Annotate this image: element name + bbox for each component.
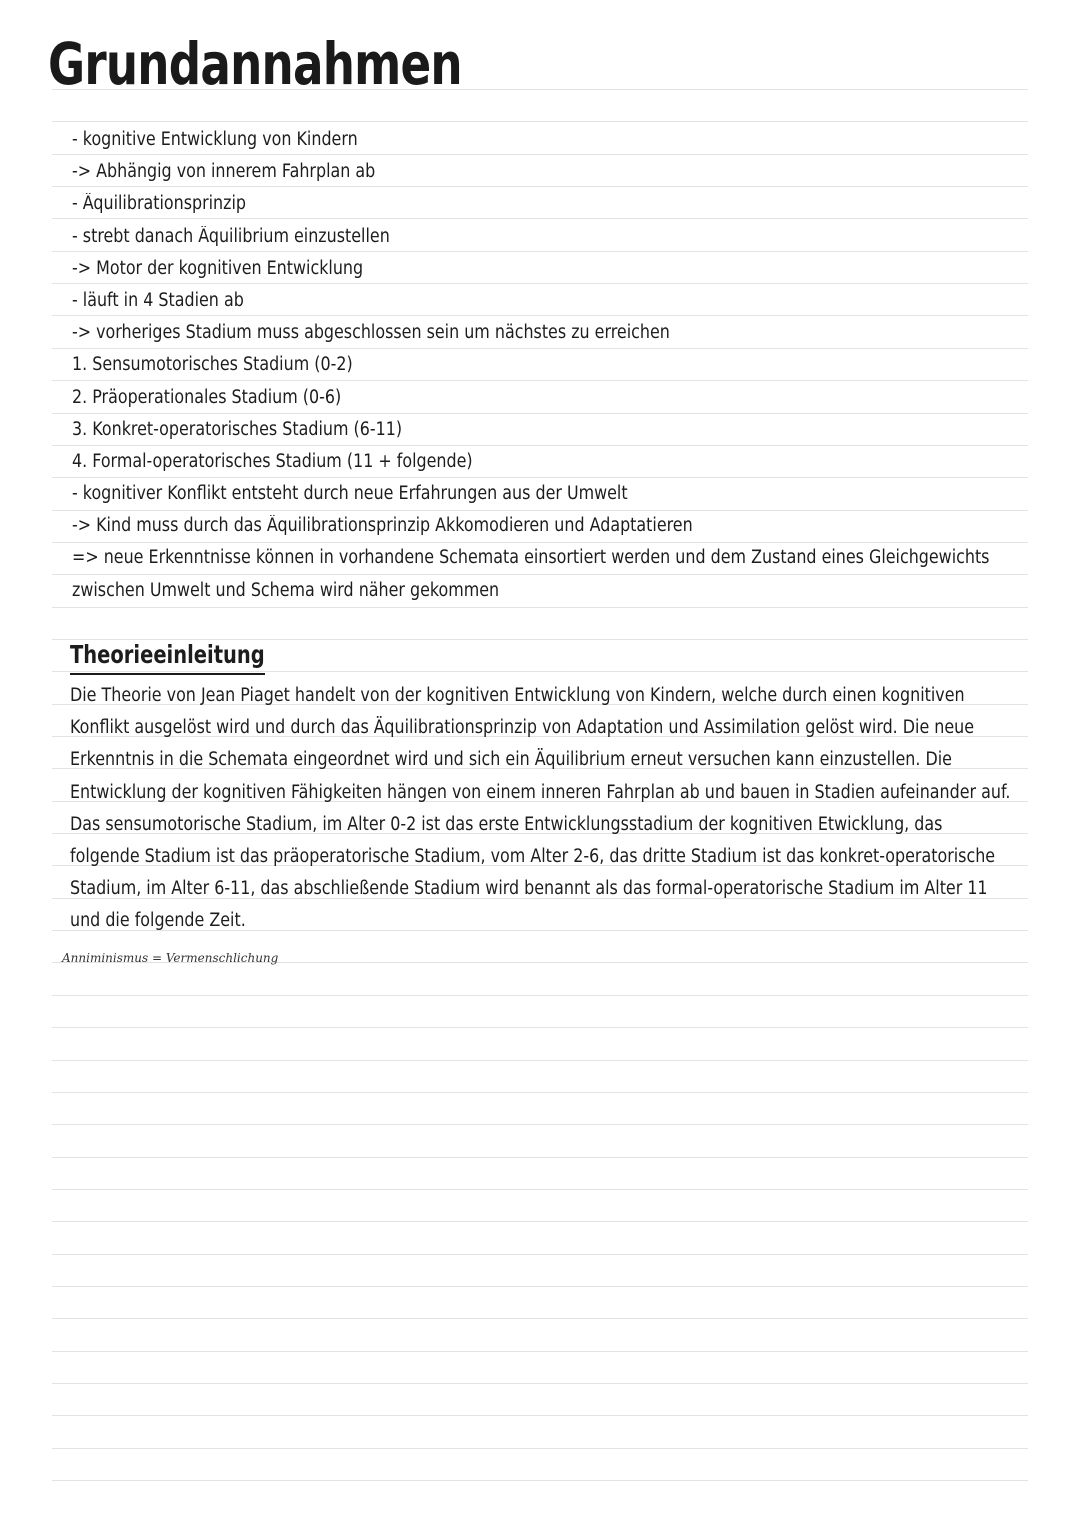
note-line: => neue Erkenntnisse können in vorhandene Schemata einsortiert werden und dem Zustand eines Gleichgewichts zwischen Umwelt und Schema wird näher gekommen: [72, 547, 990, 601]
theory-paragraph: Die Theorie von Jean Piaget handelt von der kognitiven Entwicklung von Kindern, welche durch einen kognitiven Konflikt ausgelöst wird und durch das Äquilibrationsprinzip von Adaptation und Assimilation gelöst wird. Die neue Erkenntnis in die Schemata eingeordnet wird und sich ein Äquilibrium erneut versuchen kann einzustellen. Die Entwicklung der kognitiven Fähigkeiten hängen von einem inneren Fahrplan ab und bauen in Stadien aufeinander auf. Das sensumotorische Stadium, im Alter 0-2 ist das erste Entwicklungsstadium der kognitiven Etwicklung, das folgende Stadium ist das präoperatorische Stadium, vom Alter 2-6, das dritte Stadium ist das konkret-operatorische Stadium, im Alter 6-11, das abschließende Stadium wird benannt als das formal-operatorische Stadium im Alter 11 und die folgende Zeit.: [70, 685, 1011, 932]
ruled-line: [52, 1351, 1028, 1352]
page-title: Grundannahmen: [48, 30, 462, 98]
section-heading: Theorieeinleitung: [70, 637, 265, 675]
ruled-line: [52, 121, 1028, 122]
note-line: -> Abhängig von innerem Fahrplan ab: [72, 161, 376, 183]
notes-list: [72, 124, 1022, 607]
note-line: - läuft in 4 Stadien ab: [72, 289, 244, 311]
ruled-line: [52, 1189, 1028, 1190]
ruled-line: [52, 1415, 1028, 1416]
note-line: 1. Sensumotorisches Stadium (0-2): [72, 354, 353, 376]
note-line: - Äquilibrationsprinzip: [72, 193, 247, 215]
note-line: 2. Präoperationales Stadium (0-6): [72, 386, 342, 408]
ruled-line: [52, 607, 1028, 608]
ruled-line: [52, 1092, 1028, 1093]
note-line: 3. Konkret-operatorisches Stadium (6-11): [72, 418, 403, 440]
ruled-line: [52, 1480, 1028, 1481]
ruled-line: [52, 1448, 1028, 1449]
ruled-line: [52, 1221, 1028, 1222]
note-line: -> vorheriges Stadium muss abgeschlossen sein um nächstes zu erreichen: [72, 322, 670, 344]
note-line: - kognitive Entwicklung von Kindern: [72, 129, 358, 150]
ruled-line: [52, 1157, 1028, 1158]
ruled-line: [52, 1383, 1028, 1384]
note-line: -> Kind muss durch das Äquilibrationsprinzip Akkomodieren und Adaptatieren: [72, 515, 693, 537]
ruled-line: [52, 1124, 1028, 1125]
ruled-line: [52, 1318, 1028, 1319]
handwritten-note: Anniminismus = Vermenschlichung: [62, 951, 279, 965]
ruled-line: [52, 1027, 1028, 1028]
note-line: - kognitiver Konflikt entsteht durch neue Erfahrungen aus der Umwelt: [72, 483, 628, 505]
ruled-line: [52, 1254, 1028, 1255]
ruled-line: [52, 1060, 1028, 1061]
note-line: 4. Formal-operatorisches Stadium (11 + folgende): [72, 450, 473, 472]
note-line: -> Motor der kognitiven Entwicklung: [72, 257, 364, 279]
ruled-line: [52, 995, 1028, 996]
ruled-line: [52, 1286, 1028, 1287]
note-line: - strebt danach Äquilibrium einzustellen: [72, 225, 390, 247]
